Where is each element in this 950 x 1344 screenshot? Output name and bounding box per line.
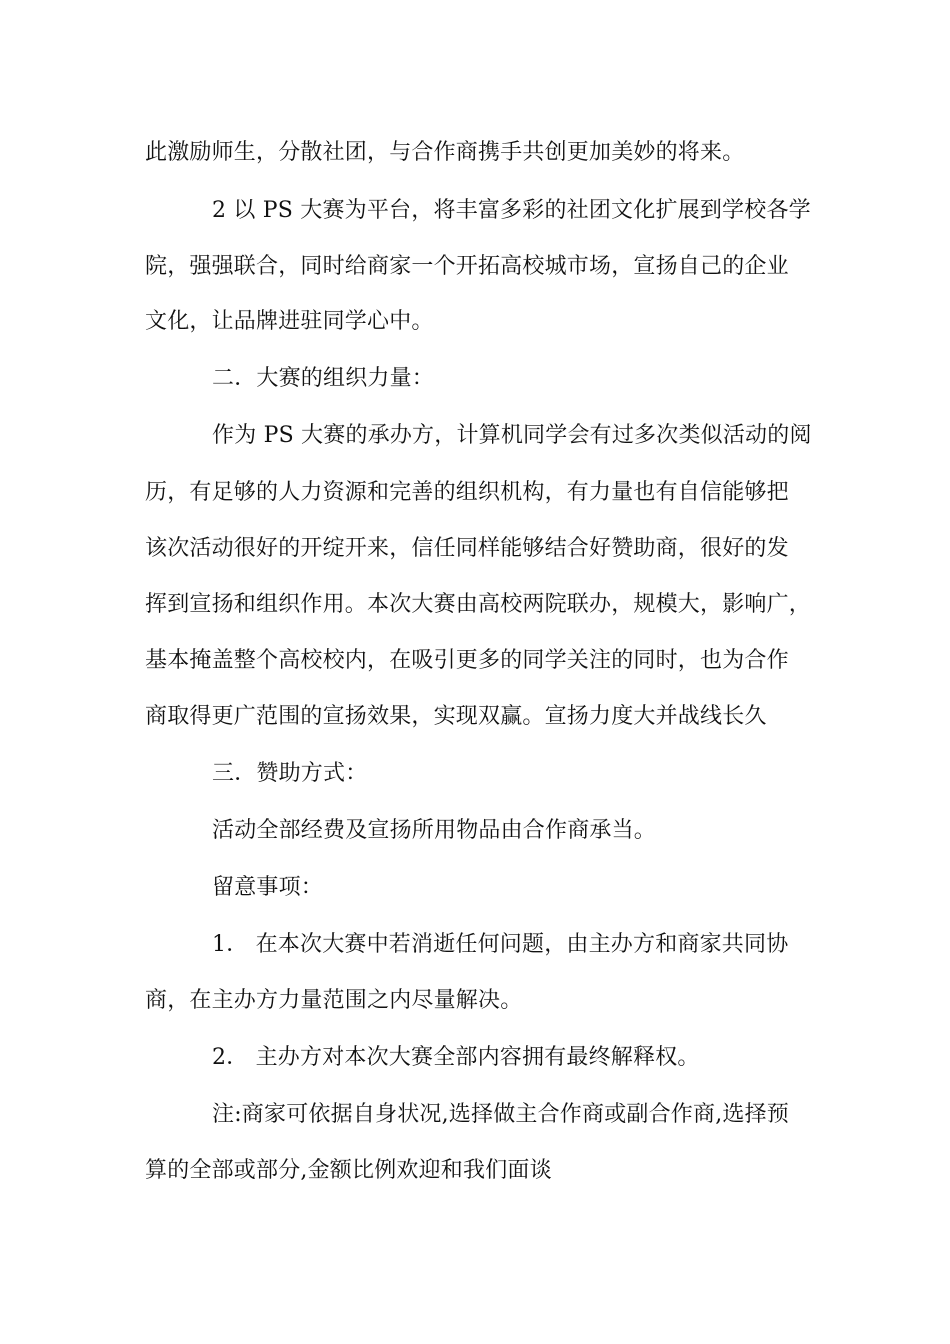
list-item-line: 1． 在本次大赛中若消逝任何问题，由主办方和商家共同协 [212, 932, 789, 957]
paragraph-line: 活动全部经费及宣扬所用物品由合作商承当。 [212, 818, 657, 843]
paragraph-line: 2 以 PS 大赛为平台，将丰富多彩的社团文化扩展到学校各学 [212, 198, 811, 223]
paragraph-line: 挥到宣扬和组织作用。本次大赛由高校两院联办，规模大，影响广， [145, 592, 812, 617]
paragraph-line: 该次活动很好的开绽开来，信任同样能够结合好赞助商，很好的发 [145, 536, 789, 561]
note-line: 注:商家可依据自身状况,选择做主合作商或副合作商,选择预 [212, 1102, 790, 1127]
paragraph-line: 文化，让品牌进驻同学心中。 [145, 309, 434, 334]
paragraph-line: 基本掩盖整个高校校内，在吸引更多的同学关注的同时，也为合作 [145, 648, 789, 673]
paragraph-line: 院，强强联合，同时给商家一个开拓高校城市场，宣扬自己的企业 [145, 254, 789, 279]
section-heading: 二．大赛的组织力量： [212, 366, 435, 391]
paragraph-line: 此激励师生，分散社团，与合作商携手共创更加美妙的将来。 [145, 140, 745, 165]
note-line: 算的全部或部分,金额比例欢迎和我们面谈 [145, 1158, 552, 1183]
list-item-line: 2． 主办方对本次大赛全部内容拥有最终解释权。 [212, 1045, 700, 1070]
list-item-line: 商，在主办方力量范围之内尽量解决。 [145, 988, 523, 1013]
paragraph-line: 作为 PS 大赛的承办方，计算机同学会有过多次类似活动的阅 [212, 423, 812, 448]
paragraph-line: 历，有足够的人力资源和完善的组织机构，有力量也有自信能够把 [145, 480, 789, 505]
section-heading: 留意事项： [212, 875, 324, 900]
paragraph-line: 商取得更广范围的宣扬效果，实现双赢。宣扬力度大并战线长久 [145, 704, 767, 729]
section-heading: 三．赞助方式： [212, 761, 368, 786]
